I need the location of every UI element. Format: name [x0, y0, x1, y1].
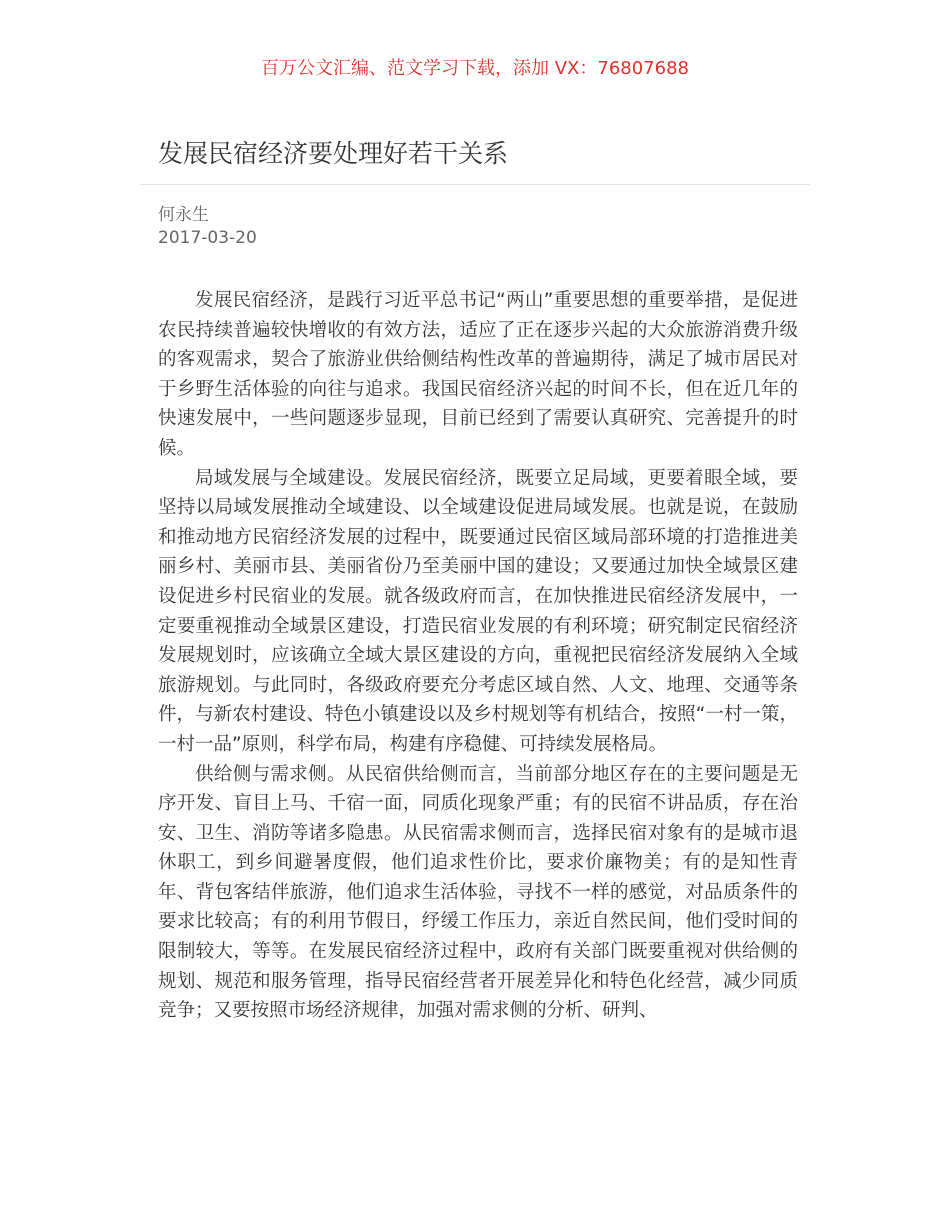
promo-banner: 百万公文汇编、范文学习下载，添加 VX：76807688 — [261, 58, 689, 79]
article-paragraph-2: 局域发展与全域建设。发展民宿经济，既要立足局域，更要着眼全域，要坚持以局域发展推动全域建设、以全域建设促进局域发展。也就是说，在鼓励和推动地方民宿经济发展的过程中，既要通过民宿区域局部环境的打造推进美丽乡村、美丽市县、美丽省份乃至美丽中国的建设；又要通过加快全域景区建设促进乡村民宿业的发展。就各级政府而言，在加快推进民宿经济发展中，一定要重视推动全域景区建设，打造民宿业发展的有利环境；研究制定民宿经济发展规划时，应该确立全域大景区建设的方向，重视把民宿经济发展纳入全域旅游规划。与此同时，各级政府要充分考虑区域自然、人文、地理、交通等条件，与新农村建设、特色小镇建设以及乡村规划等有机结合，按照“一村一策，一村一品”原则，科学布局，构建有序稳健、可持续发展格局。 — [158, 467, 798, 755]
article-paragraph-3: 供给侧与需求侧。从民宿供给侧而言，当前部分地区存在的主要问题是无序开发、盲目上马、千宿一面，同质化现象严重；有的民宿不讲品质，存在治安、卫生、消防等诸多隐患。从民宿需求侧而言，选择民宿对象有的是城市退休职工，到乡间避暑度假，他们追求性价比，要求价廉物美；有的是知性青年、背包客结伴旅游，他们追求生活体验，寻找不一样的感觉，对品质条件的要求比较高；有的利用节假日，纾缓工作压力，亲近自然民间，他们受时间的限制较大，等等。在发展民宿经济过程中，政府有关部门既要重视对供给侧的规划、规范和服务管理，指导民宿经营者开展差异化和特色化经营，减少同质竞争；又要按照市场经济规律，加强对需求侧的分析、研判、 — [158, 763, 798, 1022]
article-author: 何永生 — [158, 205, 209, 225]
article-title: 发展民宿经济要处理好若干关系 — [158, 139, 509, 168]
article-date: 2017-03-20 — [158, 228, 257, 248]
article-body — [158, 286, 798, 1026]
title-divider — [140, 184, 810, 185]
article-paragraph-1: 发展民宿经济，是践行习近平总书记“两山”重要思想的重要举措，是促进农民持续普遍较快增收的有效方法，适应了正在逐步兴起的大众旅游消费升级的客观需求，契合了旅游业供给侧结构性改革的普遍期待，满足了城市居民对于乡野生活体验的向往与追求。我国民宿经济兴起的时间不长，但在近几年的快速发展中，一些问题逐步显现，目前已经到了需要认真研究、完善提升的时候。 — [158, 290, 798, 459]
